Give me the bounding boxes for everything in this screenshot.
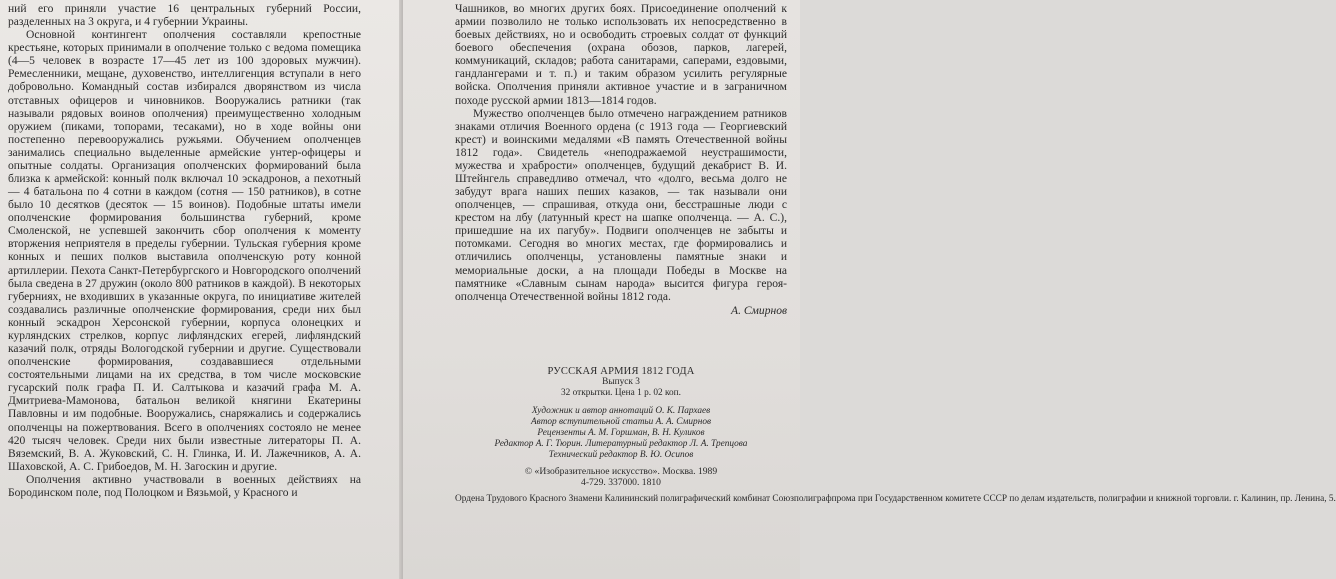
colophon: [455, 366, 1336, 505]
credit-author: Автор вступительной статьи А. А. Смирнов: [530, 416, 712, 427]
left-page: [0, 0, 403, 579]
publication-codes: 4-729. 337000. 1810: [581, 476, 661, 488]
left-paragraph-1: ний его приняли участие 16 центральных губерний России, разделенных на 3 округа, и 4 губернии Украины.: [8, 3, 361, 29]
issue-number: Выпуск 3: [602, 377, 640, 388]
credit-tech-editor: Технический редактор В. Ю. Осипов: [548, 450, 694, 461]
credit-editors: Редактор А. Г. Тюрин. Литературный редактор Л. А. Трепцова: [494, 439, 748, 450]
left-paragraph-2: Основной контингент ополчения составляли крепостные крестьяне, которых принимали в ополчение только с ведома помещика (4—5 человек в возрасте 17—45 лет из 100 здоровых мужчин). Ремесленники, мещане, духовенство, интеллигенция вступали в него добровольно. Командный состав избирался дворянством из числа отставных офицеров и чиновников. Вооружались ратники (так называли рядовых воинов ополчения) преимущественно холодным оружием (пиками, топорами, тесаками), но в ходе войны они постепенно перевооружались ружьями. Обучением ополченцев занимались специально выделенные армейские унтер-офицеры и опытные солдаты. Организация ополченских формирований была близка к армейской: конный полк включал 10 эскадронов, а пехотный — 4 батальона по 4 сотни в каждом (сотня — 150 ратников), в сотне было 10 десятков (десяток — 15 воинов). Подобные штаты имели ополченские формирования большинства губерний, кроме Смоленской, не успевшей закончить сбор ополчения к моменту вторжения неприятеля в пределы губернии. Тульская губерния кроме конных и пеших полков выставила ополченскую роту конной артиллерии. Пехота Санкт-Петербургского и Новгородского ополчений была сведена в 27 дружин (около 800 ратников в каждой). В некоторых губерниях, не входивших в указанные округа, по инициативе жителей создавались различные ополченские формирования, среди них был конный эскадрон Херсонской губернии, корпуса олонецких и курляндских стрелков, корпус лифляндских егерей, лифляндский казачий полк, отряды Вологодской губернии и другие. Существовали ополченские формирования, создававшиеся отдельными состоятельными лицами на их средства, в том числе московские гусарский полк графа П. И. Салтыкова и казачий графа М. А. Дмитриева-Мамонова, батальон великой княгини Екатерины Павловны и им подобные. Вооружались, снаряжались и содержались ополченцы на пожертвования. Всего в ополчениях состояло не менее 420 тысяч человек. Среди них были известные литераторы П. А. Вяземский, В. А. Жуковский, С. Н. Глинка, И. И. Лажечников, А. А. Шаховской, А. С. Грибоедов, М. Н. Загоскин и другие.: [8, 29, 361, 473]
credit-artist: Художник и автор аннотаций О. К. Пархаев: [531, 405, 711, 416]
printer-info: Ордена Трудового Красного Знамени Калининский полиграфический комбинат Союзполиграфпрома при Государственном комитете СССР по делам издательств, полиграфии и книжной торговли. г. Калинин, пр. Ленина, 5.: [455, 494, 1336, 505]
right-text-column: [455, 3, 787, 318]
right-page: [403, 0, 1336, 579]
series-title: РУССКАЯ АРМИЯ 1812 ГОДА: [547, 366, 695, 377]
right-paragraph-2: Мужество ополченцев было отмечено награждением ратников знаками отличия Военного ордена (с 1913 года — Георгиевский крест) и воинскими медалями «В память Отечественной войны 1812 года». Свидетель «неподражаемой неустрашимости, мужества и храбрости» ополченцев, будущий декабрист В. И. Штейнгель справедливо отмечал, что «долго, весьма долго не забудут врага наших пеших казаков, — так называли они ополченцев, — спрашивая, откуда они, бесстрашные люди с крестом на лбу (латунный крест на шапке ополченца. — А. С.), пришедшие на их пагубу». Подвиги ополченцев не забыты и потомками. Сегодня во многих местах, где формировались и отличились ополченцы, установлены памятные знаки и мемориальные доски, а на площади Победы в Москве на памятнике «Славным сынам народа» высится фигура героя-ополченца Отечественной войны 1812 года.: [455, 107, 787, 303]
copyright: © «Изобразительное искусство». Москва. 1989: [524, 465, 718, 477]
set-info: 32 открытки. Цена 1 р. 02 коп.: [561, 388, 681, 399]
author-signature: А. Смирнов: [731, 304, 787, 317]
right-paragraph-1: Чашников, во многих других боях. Присоединение ополчений к армии позволило не только использовать их непосредственно в боевых действиях, но и освободить строевых солдат от функций боевого обеспечения (охрана обозов, парков, лагерей, коммуникаций, складов; работа санитарами, саперами, ездовыми, гандлангерами и т. п.) и таким образом усилить регулярные войска. Ополчения приняли активное участие и в заграничном походе русской армии 1813—1814 годов.: [455, 3, 787, 107]
left-paragraph-3: Ополчения активно участвовали в военных действиях на Бородинском поле, под Полоцком и Вязьмой, у Красного и: [8, 473, 361, 499]
left-text-column: [8, 3, 361, 500]
credit-reviewers: Рецензенты А. М. Горшман, В. Н. Куликов: [537, 428, 705, 439]
